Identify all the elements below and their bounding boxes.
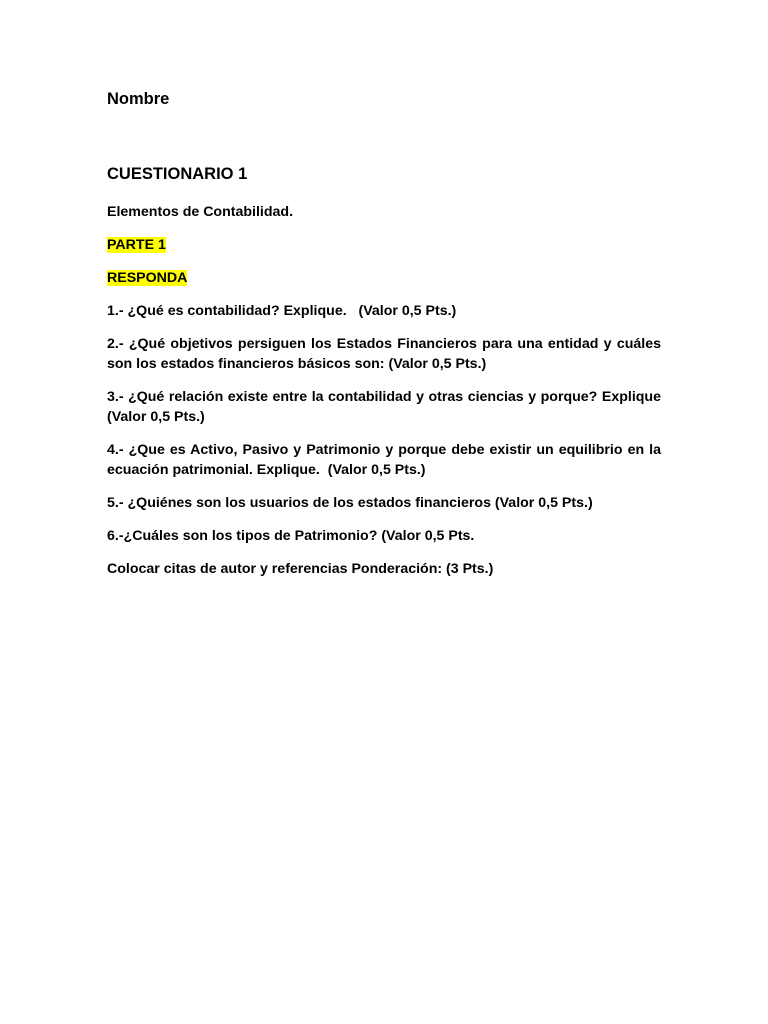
part-label-line [107, 235, 661, 255]
question-item: 6.-¿Cuáles son los tipos de Patrimonio? (Valor 0,5 Pts. [107, 528, 475, 544]
part-label: PARTE 1 [107, 237, 166, 253]
name-label: Nombre [107, 90, 170, 108]
question-item: 2.- ¿Qué objetivos persiguen los Estados Financieros para una entidad y cuáles son los estados financieros básicos son: (Valor 0,5 Pts.) [107, 336, 661, 372]
question-item: 4.- ¿Que es Activo, Pasivo y Patrimonio y porque debe existir un equilibrio en la ecuación patrimonial. Explique. (Valor 0,5 Pts.) [107, 442, 665, 478]
instruction-label: RESPONDA [107, 270, 188, 286]
footer-note: Colocar citas de autor y referencias Ponderación: (3 Pts.) [107, 561, 494, 577]
instruction-line [107, 268, 661, 288]
question-item: 3.- ¿Qué relación existe entre la contabilidad y otras ciencias y porque? Explique (Valor 0,5 Pts.) [107, 389, 661, 425]
document-body [107, 202, 665, 592]
question-item: 1.- ¿Qué es contabilidad? Explique. (Valor 0,5 Pts.) [107, 303, 457, 319]
subtitle: Elementos de Contabilidad. [107, 204, 294, 220]
question-item: 5.- ¿Quiénes son los usuarios de los estados financieros (Valor 0,5 Pts.) [107, 495, 593, 511]
page-title: CUESTIONARIO 1 [107, 165, 248, 183]
